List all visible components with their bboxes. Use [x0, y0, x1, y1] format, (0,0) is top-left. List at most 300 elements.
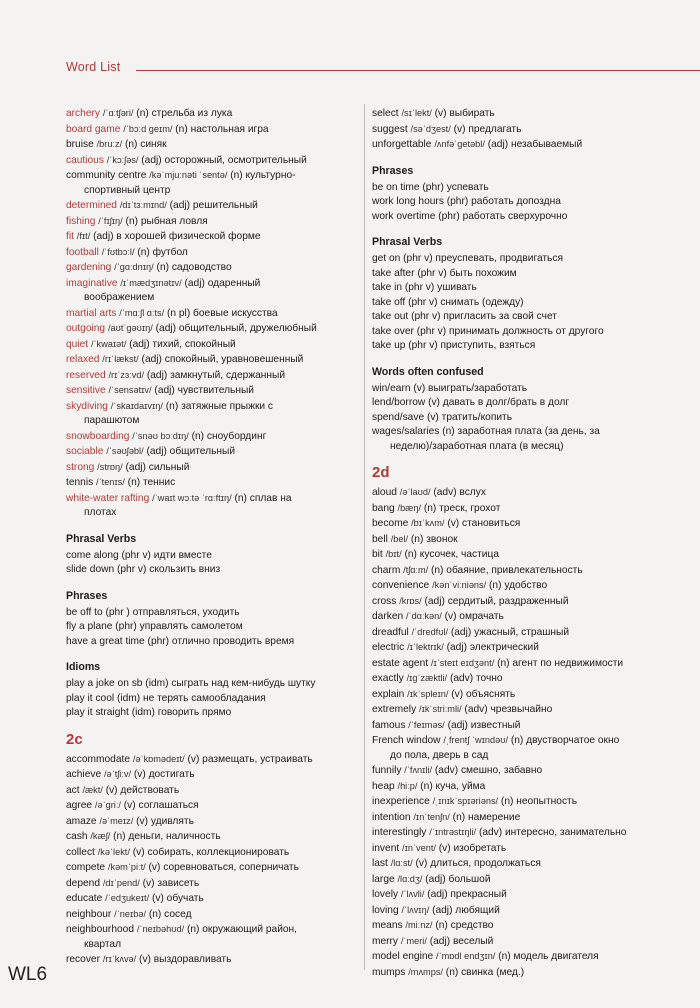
word-entry [66, 549, 358, 564]
entry-transcription: /ɪˈsteɪt eɪdʒənt/ [430, 657, 495, 668]
entry-transcription: /ɪˈmædʒɪnətɪv/ [120, 277, 182, 288]
entry-translation: (n) стрельба из лука [133, 108, 233, 119]
word-entry [372, 887, 696, 903]
entry-translation: (v) размещать, устраивать [184, 753, 313, 765]
word-entry [372, 122, 696, 138]
entry-translation: (v) объяснять [448, 688, 516, 700]
entry-transcription: /ˈlʌvli/ [400, 889, 425, 899]
word-entry [66, 752, 358, 768]
entry-translation-continued: воображением [84, 292, 155, 303]
entry-translation: (n) звонок [408, 533, 458, 545]
word-entry [372, 625, 696, 641]
word-entry [66, 276, 358, 306]
word-entry [66, 907, 358, 923]
entry-translation: (adj) известный [444, 719, 521, 731]
entry-word: board game [66, 123, 121, 135]
entry-translation: (n) куча, уйма [417, 780, 486, 792]
word-entry [66, 677, 358, 692]
section-heading: Phrases [66, 589, 108, 602]
entry-transcription: /ɪˈlektrɪk/ [407, 642, 444, 652]
entry-word: bell [372, 533, 388, 545]
page-number: WL6 [8, 964, 48, 985]
word-entry [372, 934, 696, 950]
word-entry [66, 706, 358, 721]
entry-word: convenience [372, 580, 430, 591]
entry-word: take off [372, 296, 406, 308]
entry-word: martial arts [66, 307, 117, 319]
word-entry [66, 106, 358, 122]
word-entry [372, 339, 696, 354]
entry-translation: (phr ) отправляться, уходить [102, 606, 240, 618]
entry-word: electric [372, 642, 405, 653]
word-entry [66, 337, 358, 353]
entry-word: unforgettable [372, 139, 432, 150]
entry-translation: (n) окружающий район, [184, 924, 298, 935]
word-entry [66, 783, 358, 799]
entry-translation: (adj) одаренный [181, 277, 261, 289]
entry-translation: (n) футбол [134, 246, 188, 258]
entry-word: darken [372, 611, 404, 622]
entry-word: suggest [372, 123, 408, 135]
entry-transcription: /ɪkˈspleɪn/ [407, 688, 449, 699]
entry-transcription: /hiːp/ [397, 780, 418, 791]
entry-transcription: /tʃɑːm/ [403, 564, 429, 575]
entry-translation: (phr v) пригласить за свой счет [408, 311, 557, 322]
entry-translation: (n) рыбная ловля [122, 215, 208, 227]
word-entry [66, 352, 358, 368]
entry-word: slide down [66, 564, 115, 575]
entry-word: tennis [66, 477, 94, 488]
word-entry [372, 609, 696, 625]
entry-word: last [372, 858, 388, 869]
entry-word: sensitive [66, 385, 106, 396]
entry-word: take over [372, 325, 414, 337]
entry-translation: (phr v) ушивать [402, 282, 477, 293]
entry-word: French window [372, 735, 441, 746]
entry-translation: (n) двустворчатое окно [508, 735, 620, 746]
entry-translation: (adj) веселый [426, 935, 494, 947]
entry-translation: (v) предлагать [450, 123, 522, 135]
entry-transcription: /ˈmɑːʃl ɑːts/ [119, 307, 165, 318]
entry-translation: (n) обаяние, привлекательность [428, 564, 583, 576]
entry-transcription: /ˈskaɪdaɪvɪŋ/ [110, 400, 163, 411]
entry-word: take after [372, 267, 415, 279]
entry-word: model engine [372, 951, 434, 962]
entry-word: reserved [66, 369, 106, 381]
word-entry [372, 718, 696, 734]
entry-word: play it cool [66, 692, 115, 704]
entry-translation: (v) выиграть/заработать [410, 382, 528, 394]
section-heading: Phrasal Verbs [66, 532, 137, 545]
entry-translation: (n) садоводство [153, 262, 232, 273]
entry-word: accommodate [66, 753, 130, 765]
word-entry [66, 620, 358, 635]
entry-translation: (adj) сильный [122, 461, 190, 473]
entry-transcription: /aʊtˈɡəʊɪŋ/ [107, 323, 153, 333]
entry-transcription: /rɪˈkʌvə/ [102, 954, 137, 964]
entry-translation: (adj) замкнутый, сдержанный [144, 369, 286, 381]
entry-translation: (phr) отлично проводить время [144, 635, 295, 647]
entry-translation-continued: до пола, дверь в сад [390, 749, 489, 761]
entry-transcription: /rɪˈzɜːvd/ [108, 369, 145, 380]
entry-translation-continued: неделю)/заработная плата (в месяц) [390, 440, 564, 452]
entry-word: take in [372, 282, 403, 293]
entry-word: sociable [66, 446, 104, 457]
entry-word: inexperience [372, 796, 430, 807]
word-entry [66, 321, 358, 337]
entry-transcription: /ˈbɔːd ɡeɪm/ [123, 123, 173, 134]
word-entry [372, 671, 696, 687]
entry-translation: (adj) чувствительный [151, 385, 254, 396]
entry-transcription: /rɪˈlækst/ [102, 354, 139, 364]
word-entry [66, 606, 358, 621]
entry-word: have a great time [66, 635, 145, 647]
word-entry [66, 444, 358, 460]
entry-translation: (n) неопытность [498, 796, 578, 807]
entry-transcription: /ˈɪntrəstɪŋli/ [429, 827, 477, 837]
entry-translation: (adj) общительный [143, 446, 236, 457]
entry-word: be off to [66, 606, 103, 618]
entry-translation: (n) сплав на [231, 492, 292, 504]
word-entry [372, 281, 696, 296]
word-entry [372, 949, 696, 965]
word-entry [372, 918, 696, 934]
entry-translation: (adv) чрезвычайно [461, 704, 553, 715]
unit-heading: 2d [372, 464, 390, 481]
entry-translation: (n pl) боевые искусства [164, 307, 278, 319]
section-heading: Phrases [372, 164, 414, 177]
entry-transcription: /ˈneɪbəhʊd/ [136, 924, 185, 934]
word-entry [372, 578, 696, 594]
entry-word: fly a plane [66, 621, 113, 632]
entry-transcription: /fɪt/ [76, 231, 91, 241]
entry-transcription: /ˈedʒukeɪt/ [105, 893, 150, 903]
entry-word: take out [372, 311, 409, 322]
entry-word: wages/salaries [372, 426, 440, 437]
entry-transcription: /əˈkɒmədeɪt/ [132, 753, 185, 764]
entry-transcription: /ˈfʊtbɔːl/ [101, 246, 135, 257]
entry-transcription: /bɪˈkʌm/ [411, 518, 445, 528]
word-entry [372, 702, 696, 718]
word-entry [372, 640, 696, 656]
entry-translation: (n) теннис [124, 477, 176, 488]
word-entry [372, 841, 696, 857]
entry-word: neighbour [66, 908, 112, 920]
word-entry [66, 214, 358, 230]
entry-transcription: /kənˈviːniəns/ [432, 580, 487, 590]
entry-word: come along [66, 549, 119, 561]
word-entry [66, 229, 358, 245]
entry-transcription: /ˈsnəʊ bɔːdɪŋ/ [132, 430, 189, 441]
word-entry [66, 891, 358, 907]
entry-word: heap [372, 780, 395, 792]
entry-transcription: /ɪkˈstriːmli/ [419, 704, 462, 714]
entry-translation: (n) культурно- [227, 170, 296, 181]
word-entry [372, 411, 696, 426]
entry-translation: (adj) тихий, спокойный [126, 338, 236, 350]
word-entry [66, 168, 358, 198]
word-entry [66, 814, 358, 830]
entry-word: work long hours [372, 196, 444, 207]
entry-word: means [372, 920, 403, 931]
entry-transcription: /ˈfɪʃɪŋ/ [98, 215, 123, 226]
entry-word: archery [66, 108, 100, 119]
word-entry [372, 825, 696, 841]
word-entry [372, 425, 696, 454]
entry-word: bruise [66, 139, 94, 150]
word-entry [66, 198, 358, 214]
entry-transcription: /ˈɡɑːdnɪŋ/ [114, 262, 154, 272]
word-entry [372, 965, 696, 981]
word-entry [372, 106, 696, 122]
entry-word: play it straight [66, 707, 129, 718]
entry-word: bang [372, 502, 395, 514]
entry-translation: (adv) смешно, забавно [432, 765, 543, 776]
entry-word: gardening [66, 262, 112, 273]
entry-translation: (phr v) преуспевать, продвигаться [400, 253, 563, 264]
word-entry [372, 267, 696, 282]
entry-translation-continued: парашютом [84, 415, 140, 426]
entry-transcription: /əˈɡriː/ [94, 800, 121, 810]
entry-translation: (phr v) идти вместе [118, 549, 212, 561]
word-entry [66, 635, 358, 650]
word-entry [66, 475, 358, 491]
entry-translation: (adj) сердитый, раздраженный [421, 595, 569, 607]
section-heading: Idioms [66, 661, 101, 673]
word-entry [372, 856, 696, 872]
entry-word: extremely [372, 704, 417, 715]
word-entry [372, 733, 696, 763]
entry-translation: (v) соревноваться, соперничать [145, 862, 299, 873]
entry-transcription: /bɪt/ [385, 549, 402, 559]
word-entry [372, 382, 696, 397]
entry-word: estate agent [372, 657, 429, 669]
word-entry [66, 460, 358, 476]
entry-word: get on [372, 253, 401, 264]
entry-translation: (v) становиться [444, 518, 521, 529]
entry-translation: (v) соглашаться [120, 800, 199, 811]
entry-transcription: /ˈdɑːkən/ [406, 611, 442, 621]
entry-translation: (phr v) снимать (одежду) [405, 296, 524, 308]
word-entry [66, 491, 358, 521]
entry-word: cautious [66, 154, 104, 166]
word-entry [372, 656, 696, 672]
entry-word: exactly [372, 673, 404, 684]
entry-translation: (n) затяжные прыжки с [162, 400, 274, 412]
entry-word: win/earn [372, 382, 411, 394]
entry-word: famous [372, 719, 406, 731]
word-entry [66, 245, 358, 261]
word-entry [372, 181, 696, 196]
entry-translation: (v) тратить/копить [424, 411, 513, 423]
entry-translation: (n) агент по недвижимости [494, 657, 624, 669]
word-entry [372, 903, 696, 919]
entry-word: charm [372, 564, 401, 576]
entry-word: depend [66, 877, 100, 889]
word-entry [66, 137, 358, 153]
word-entry [372, 872, 696, 888]
entry-word: large [372, 873, 395, 885]
word-entry [372, 763, 696, 779]
entry-transcription: /bruːz/ [96, 139, 123, 149]
entry-word: become [372, 518, 409, 529]
entry-transcription: /səˈdʒest/ [410, 123, 451, 134]
entry-word: neighbourhood [66, 924, 134, 935]
word-entry [372, 396, 696, 411]
entry-transcription: /kæʃ/ [90, 831, 111, 841]
word-entry [66, 952, 358, 968]
entry-word: cash [66, 831, 88, 842]
entry-translation: (adj) большой [422, 873, 491, 885]
entry-transcription: /ˈmɒdl endʒɪn/ [436, 951, 496, 961]
left-column [66, 106, 358, 968]
entry-word: intention [372, 811, 411, 823]
entry-word: achieve [66, 769, 102, 780]
word-entry [372, 485, 696, 501]
entry-translation: (v) обучать [149, 893, 204, 904]
entry-word: snowboarding [66, 430, 130, 442]
entry-translation: (adj) электрический [443, 642, 539, 653]
word-entry [66, 829, 358, 845]
entry-word: aloud [372, 487, 397, 498]
word-entry [372, 195, 696, 210]
word-entry [66, 122, 358, 138]
word-entry [372, 516, 696, 532]
entry-translation: (adj) любящий [429, 904, 500, 916]
word-entry [372, 547, 696, 563]
entry-translation: (phr v) принимать должность от другого [413, 325, 604, 337]
entry-translation: (v) омрачать [441, 611, 504, 622]
entry-translation: (v) длиться, продолжаться [412, 858, 541, 869]
entry-translation: (v) выбирать [431, 108, 495, 119]
entry-word: recover [66, 954, 100, 965]
word-entry [372, 810, 696, 826]
entry-word: outgoing [66, 323, 106, 334]
word-entry [66, 306, 358, 322]
entry-word: amaze [66, 815, 97, 827]
entry-translation: (v) зависеть [139, 877, 200, 889]
entry-transcription: /ˈfʌnɪli/ [404, 765, 433, 775]
entry-translation: (n) намерение [449, 811, 521, 823]
entry-translation: (n) заработная плата (за день, за [439, 426, 600, 437]
word-entry [66, 692, 358, 707]
entry-word: bit [372, 549, 383, 560]
word-entry [372, 137, 696, 153]
word-entry [66, 399, 358, 429]
entry-translation: (v) действовать [102, 784, 180, 796]
entry-transcription: /ˈfeɪməs/ [408, 719, 445, 730]
word-entry [372, 687, 696, 703]
entry-translation: (v) достигать [131, 769, 195, 780]
entry-transcription: /krɒs/ [399, 595, 422, 606]
entry-translation: (adv) точно [447, 673, 503, 684]
entry-transcription: /kəmˈpiːt/ [107, 862, 146, 872]
entry-word: work overtime [372, 210, 436, 222]
entry-translation: (v) давать в долг/брать в долг [425, 397, 570, 408]
entry-transcription: /ˈsensətɪv/ [108, 385, 152, 395]
word-entry [66, 767, 358, 783]
entry-translation: (adj) ужасный, страшный [448, 626, 570, 638]
entry-translation: (phr v) быть похожим [414, 267, 517, 279]
entry-word: lovely [372, 889, 399, 900]
page-header [64, 60, 700, 80]
word-entry [66, 429, 358, 445]
section-heading: Words often confused [372, 365, 484, 378]
entry-translation: (n) треск, грохот [421, 502, 501, 514]
entry-translation: (idm) говорить прямо [128, 707, 232, 718]
word-entry [66, 845, 358, 861]
entry-word: loving [372, 904, 399, 916]
entry-translation: (adv) вслух [430, 487, 486, 498]
entry-translation: (adj) осторожный, осмотрительный [138, 154, 307, 166]
entry-translation: (adj) незабываемый [484, 139, 583, 150]
entry-transcription: /əˈlaʊd/ [399, 487, 431, 497]
entry-transcription: /ɪɡˈzæktli/ [406, 673, 448, 683]
word-entry [372, 594, 696, 610]
entry-translation: (adv) интересно, занимательно [476, 827, 627, 838]
word-entry [372, 252, 696, 267]
entry-word: compete [66, 862, 106, 873]
word-entry [372, 296, 696, 311]
entry-transcription: /ˈlʌvɪŋ/ [401, 904, 430, 915]
entry-transcription: /kəˈmjuːnəti ˈsentə/ [149, 170, 228, 180]
entry-transcription: /ˈkwaɪət/ [90, 338, 127, 349]
header-title: Word List [66, 60, 121, 74]
entry-transcription: /kəˈlekt/ [97, 846, 130, 857]
word-entry [66, 922, 358, 952]
entry-transcription: /ɪnˈvent/ [402, 842, 436, 853]
entry-translation: (n) модель двигателя [495, 951, 599, 962]
entry-transcription: /dɪˈpend/ [102, 877, 140, 888]
entry-word: football [66, 246, 99, 258]
word-entry [372, 325, 696, 340]
entry-transcription: /bel/ [390, 533, 409, 544]
entry-translation-continued: квартал [84, 938, 122, 950]
entry-transcription: /strɒŋ/ [97, 461, 123, 472]
entry-transcription: /ˈwaɪt wɔːtə ˈrɑːftɪŋ/ [152, 492, 232, 503]
entry-transcription: /sɪˈlekt/ [401, 108, 432, 118]
entry-word: lend/borrow [372, 397, 426, 408]
entry-word: determined [66, 200, 117, 211]
entry-word: act [66, 784, 80, 796]
entry-transcription: /ˈkɔːʃəs/ [106, 154, 139, 165]
entry-word: explain [372, 688, 405, 700]
entry-translation: (phr) работать сверхурочно [435, 210, 568, 222]
entry-word: dreadful [372, 626, 409, 638]
entry-word: mumps [372, 966, 406, 978]
entry-translation: (idm) сыграть над кем-нибудь шутку [142, 678, 316, 689]
word-entry [66, 383, 358, 399]
entry-translation: (phr) успевать [419, 181, 489, 193]
entry-transcription: /lɑːdʒ/ [397, 873, 423, 884]
entry-translation: (adj) решительный [166, 200, 258, 211]
entry-transcription: /ækt/ [82, 784, 103, 795]
entry-transcription: /ˈtenɪs/ [96, 477, 125, 487]
entry-transcription: /əˈmeɪz/ [99, 815, 134, 826]
entry-word: fishing [66, 215, 96, 227]
word-entry [66, 368, 358, 384]
entry-word: agree [66, 800, 93, 811]
entry-translation: (n) свинка (мед.) [442, 966, 525, 978]
entry-translation: (idm) не терять самообладания [114, 692, 266, 704]
entry-translation: (v) собирать, коллекционировать [129, 846, 290, 858]
entry-word: merry [372, 935, 399, 947]
entry-transcription: /ˌfrentʃ ˈwɪndəʊ/ [443, 735, 509, 745]
entry-translation: (n) сосед [146, 908, 192, 920]
word-entry [372, 532, 696, 548]
entry-translation: (phr) работать допоздна [443, 196, 561, 207]
entry-translation-continued: плотах [84, 507, 117, 518]
